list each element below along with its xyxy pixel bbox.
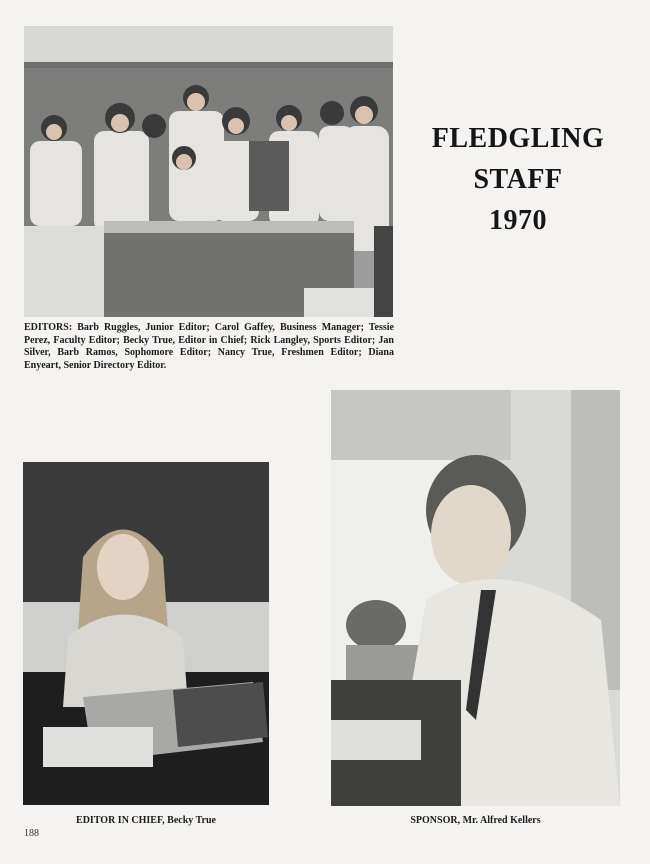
sponsor-photo <box>331 390 620 806</box>
page-title <box>408 118 628 241</box>
title-line-1: FLEDGLING <box>431 123 605 154</box>
editors-caption <box>24 322 394 372</box>
editor-in-chief-caption: EDITOR IN CHIEF, Becky True <box>76 815 216 826</box>
editors-caption-body: Barb Ruggles, Junior Editor; Carol Gaffey, Business Manager; Tessie Perez, Faculty Editor; Becky True, Editor in Chief; Rick Langley, Sports Editor; Jan Silver, Barb Ramos, Sophomore Editor; Nancy True, Freshmen Editor; Diana Enyeart, Senior Directory Editor. <box>24 322 394 371</box>
editor-in-chief-photo <box>23 462 269 805</box>
title-line-3: 1970 <box>489 205 547 236</box>
editors-group-photo <box>24 26 393 317</box>
sponsor-caption: SPONSOR, Mr. Alfred Kellers <box>410 815 541 826</box>
page-number: 188 <box>24 828 39 839</box>
title-line-2: STAFF <box>473 164 563 195</box>
editors-caption-lead: EDITORS: <box>24 322 73 333</box>
